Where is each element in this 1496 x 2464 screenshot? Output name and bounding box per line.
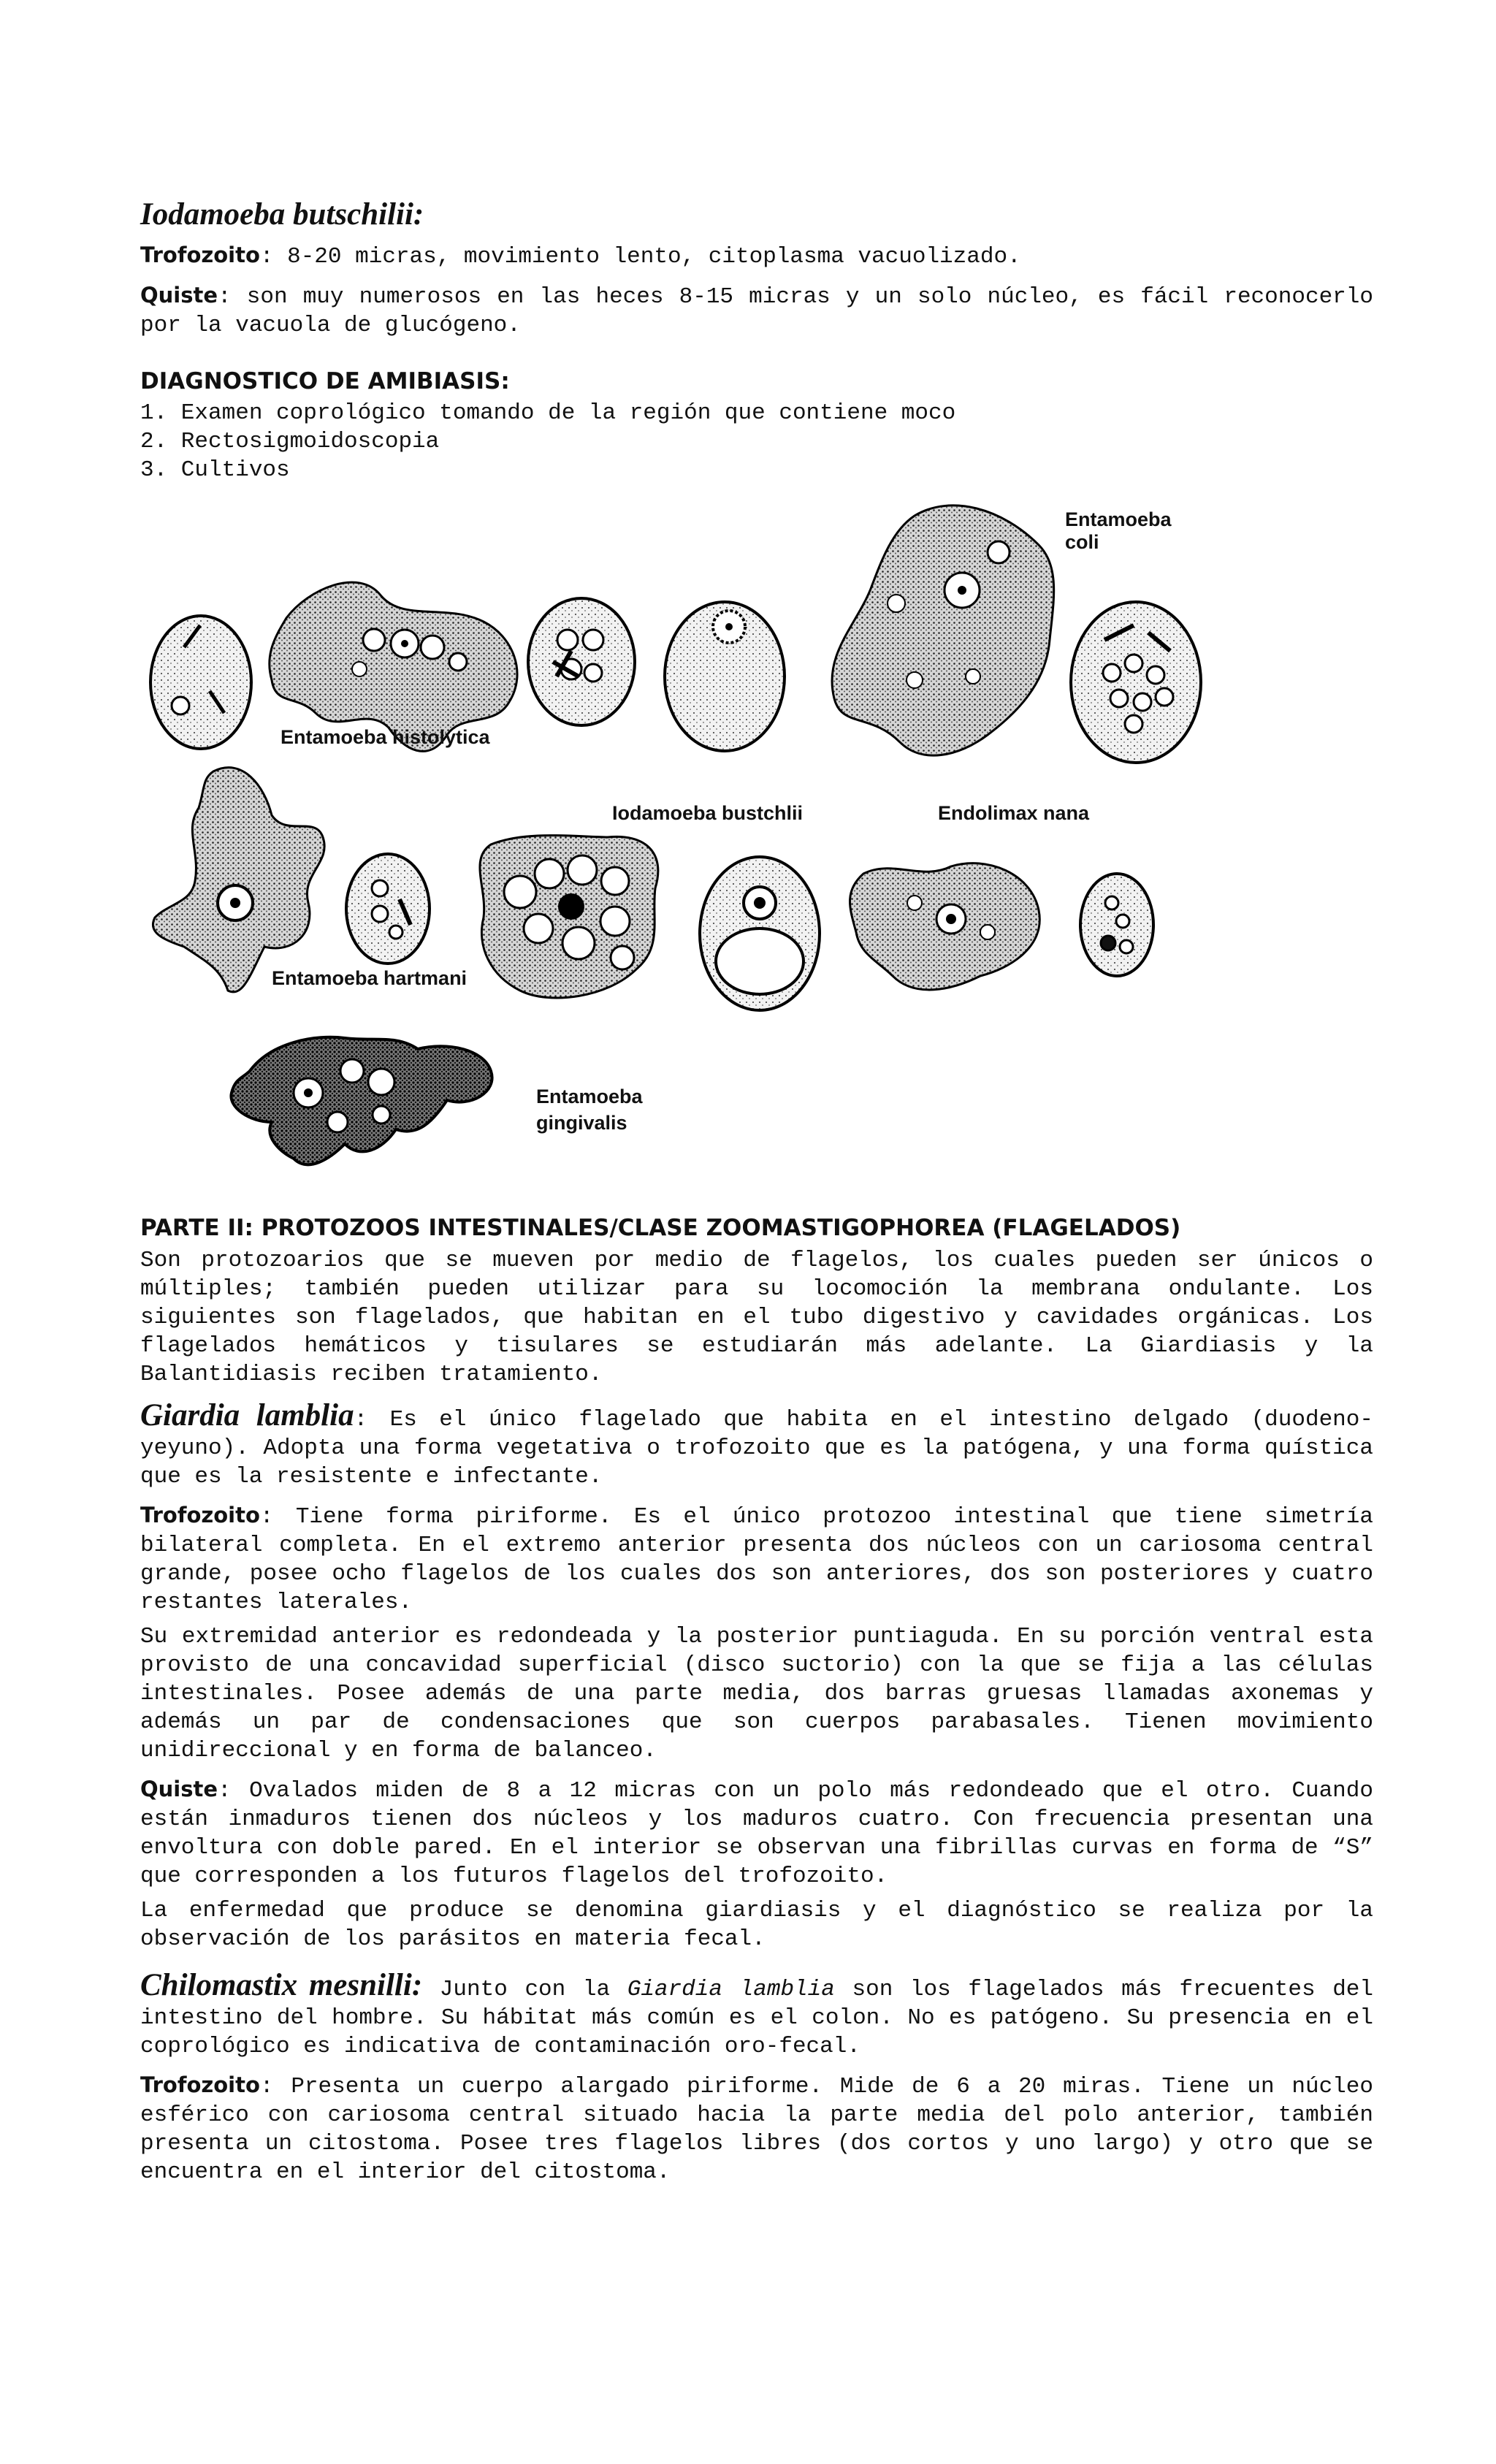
iodamoeba-trophozoite bbox=[480, 836, 658, 999]
giardia-title: Giardia lamblia bbox=[140, 1398, 354, 1433]
caption-coli: Entamoeba coli bbox=[1065, 508, 1172, 553]
endolimax-cyst bbox=[1080, 874, 1153, 976]
histolytica-cyst-1 bbox=[150, 616, 251, 749]
hartmani-trophozoite bbox=[153, 768, 324, 992]
giardia-intro-text: : Es el único flagelado que habita en el intestino delgado (duodeno-yeyuno). Adopta una forma vegetativa o trofozoito que es la patógena, y una forma quística que es la resistente e infectante. bbox=[140, 1407, 1373, 1490]
trofozoito-label: Trofozoito bbox=[140, 243, 260, 267]
iodamoeba-quiste bbox=[140, 281, 1373, 340]
gingivalis-trophozoite bbox=[231, 1037, 492, 1164]
chilomastix-intro-b: son los flagelados más frecuentes del intestino del hombre. Su hábitat más común es el colon. No es patógeno. Su presencia en el coprológico es indicativa de contaminación oro-fecal. bbox=[140, 1977, 1374, 2059]
chilomastix-trofozoito bbox=[140, 2071, 1373, 2186]
iodamoeba-title: Iodamoeba butschilii: bbox=[140, 197, 424, 232]
caption-iodamoeba: Iodamoeba bustchlii bbox=[612, 802, 804, 824]
parte2-intro: Son protozoarios que se mueven por medio de flagelos, los cuales pueden ser únicos o múltiples; también pueden utilizar para su locomoción la membrana ondulante. Los siguientes son flagelados, que habitan en el tubo digestivo y cavidades orgánicas. Los flagelados hemáticos y tisulares se estudiarán más adelante. La Giardiasis y la Balantidiasis reciben tratamiento. bbox=[140, 1248, 1373, 1387]
caption-hartmani: Entamoeba hartmani bbox=[272, 967, 468, 989]
diagnostico-section bbox=[140, 367, 1373, 484]
chilomastix-intro-a: Junto con la bbox=[422, 1977, 627, 2002]
trofozoito-text: : 8-20 micras, movimiento lento, citoplasma vacuolizado. bbox=[259, 244, 1021, 270]
giardia-quiste bbox=[140, 1775, 1373, 1891]
quiste-text: : Ovalados miden de 8 a 12 micras con un polo más redondeado que el otro. Cuando están inmaduros tienen dos núcleos y los maduros cuatro. Con frecuencia presentan una envoltura con doble pared. En el interior se observan una fibrillas curvas en forma de “S” que corresponden a los futuros flagelos del trofozoito. bbox=[140, 1778, 1373, 1889]
iodamoeba-cyst-1 bbox=[665, 602, 785, 751]
quiste-label: Quiste bbox=[140, 283, 218, 308]
amoeba-illustration bbox=[140, 494, 1207, 1199]
trofozoito-label: Trofozoito bbox=[140, 1503, 260, 1527]
giardia-section bbox=[140, 1398, 1373, 1953]
chilomastix-title: Chilomastix mesnilli bbox=[140, 1968, 412, 2002]
coli-trophozoite bbox=[832, 506, 1054, 755]
caption-gingivalis-line2: gingivalis bbox=[536, 1112, 627, 1134]
chilomastix-intro bbox=[140, 1968, 1374, 2061]
trofozoito-text: : Tiene forma piriforme. Es el único protozoo intestinal que tiene simetría bilateral completa. En el extremo anterior presenta dos núcleos con un cariosoma central grande, posee ocho flagelos de los cuales dos son anteriores, dos son posteriores y cuatro restantes laterales. bbox=[140, 1504, 1373, 1615]
endolimax-trophozoite bbox=[850, 863, 1040, 990]
hartmani-cyst bbox=[346, 854, 430, 964]
diagnostico-heading: DIAGNOSTICO DE AMIBIASIS: bbox=[140, 368, 510, 394]
caption-histolytica: Entamoeba histolytica bbox=[280, 726, 490, 748]
quiste-text: : son muy numerosos en las heces 8-15 micras y un solo núcleo, es fácil reconocerlo por la vacuola de glucógeno. bbox=[140, 284, 1373, 338]
chilomastix-colon: : bbox=[411, 1968, 423, 2002]
chilomastix-section bbox=[140, 1968, 1374, 2186]
iodamoeba-section bbox=[140, 196, 1373, 340]
diagnostico-item: 2. Rectosigmoidoscopia bbox=[140, 429, 440, 454]
giardia-diagnosis: La enfermedad que produce se denomina giardiasis y el diagnóstico se realiza por la observación de los parásitos en materia fecal. bbox=[140, 1898, 1373, 1952]
histolytica-cyst-2 bbox=[528, 598, 635, 725]
amoeba-figure bbox=[140, 494, 1207, 1199]
caption-endolimax: Endolimax nana bbox=[938, 802, 1090, 824]
iodamoeba-cyst-2 bbox=[700, 857, 820, 1010]
trofozoito-text: : Presenta un cuerpo alargado piriforme. Mide de 6 a 20 miras. Tiene un núcleo esférico con cariosoma central situado hacia la parte media del polo anterior, también presenta un citostoma. Posee tres flagelos libres (dos cortos y uno largo) y otro que se encuentra en el interior del citostoma. bbox=[140, 2074, 1373, 2185]
giardia-inline-name: Giardia lamblia bbox=[627, 1977, 835, 2002]
coli-cyst bbox=[1071, 602, 1201, 763]
giardia-trofozoito bbox=[140, 1501, 1373, 1617]
giardia-paragraph: Su extremidad anterior es redondeada y la posterior puntiaguda. En su porción ventral esta provisto de una concavidad superficial (disco suctorio) con la que se fija a las células intestinales. Posee además de una parte media, dos barras gruesas llamadas axonemas y además un par de condensaciones que son cuerpos parabasales. Tienen movimiento unidireccional y en forma de balanceo. bbox=[140, 1624, 1373, 1763]
trofozoito-label: Trofozoito bbox=[140, 2072, 260, 2097]
parte2-heading: PARTE II: PROTOZOOS INTESTINALES/CLASE ZOOMASTIGOPHOREA (FLAGELADOS) bbox=[140, 1215, 1181, 1241]
caption-gingivalis-line1: Entamoeba bbox=[536, 1086, 643, 1107]
giardia-intro bbox=[140, 1398, 1373, 1491]
quiste-label: Quiste bbox=[140, 1777, 218, 1801]
parte2-section bbox=[140, 1213, 1373, 1389]
diagnostico-item: 3. Cultivos bbox=[140, 457, 290, 483]
iodamoeba-trofozoito bbox=[140, 241, 1373, 271]
diagnostico-item: 1. Examen coprológico tomando de la región que contiene moco bbox=[140, 400, 956, 426]
